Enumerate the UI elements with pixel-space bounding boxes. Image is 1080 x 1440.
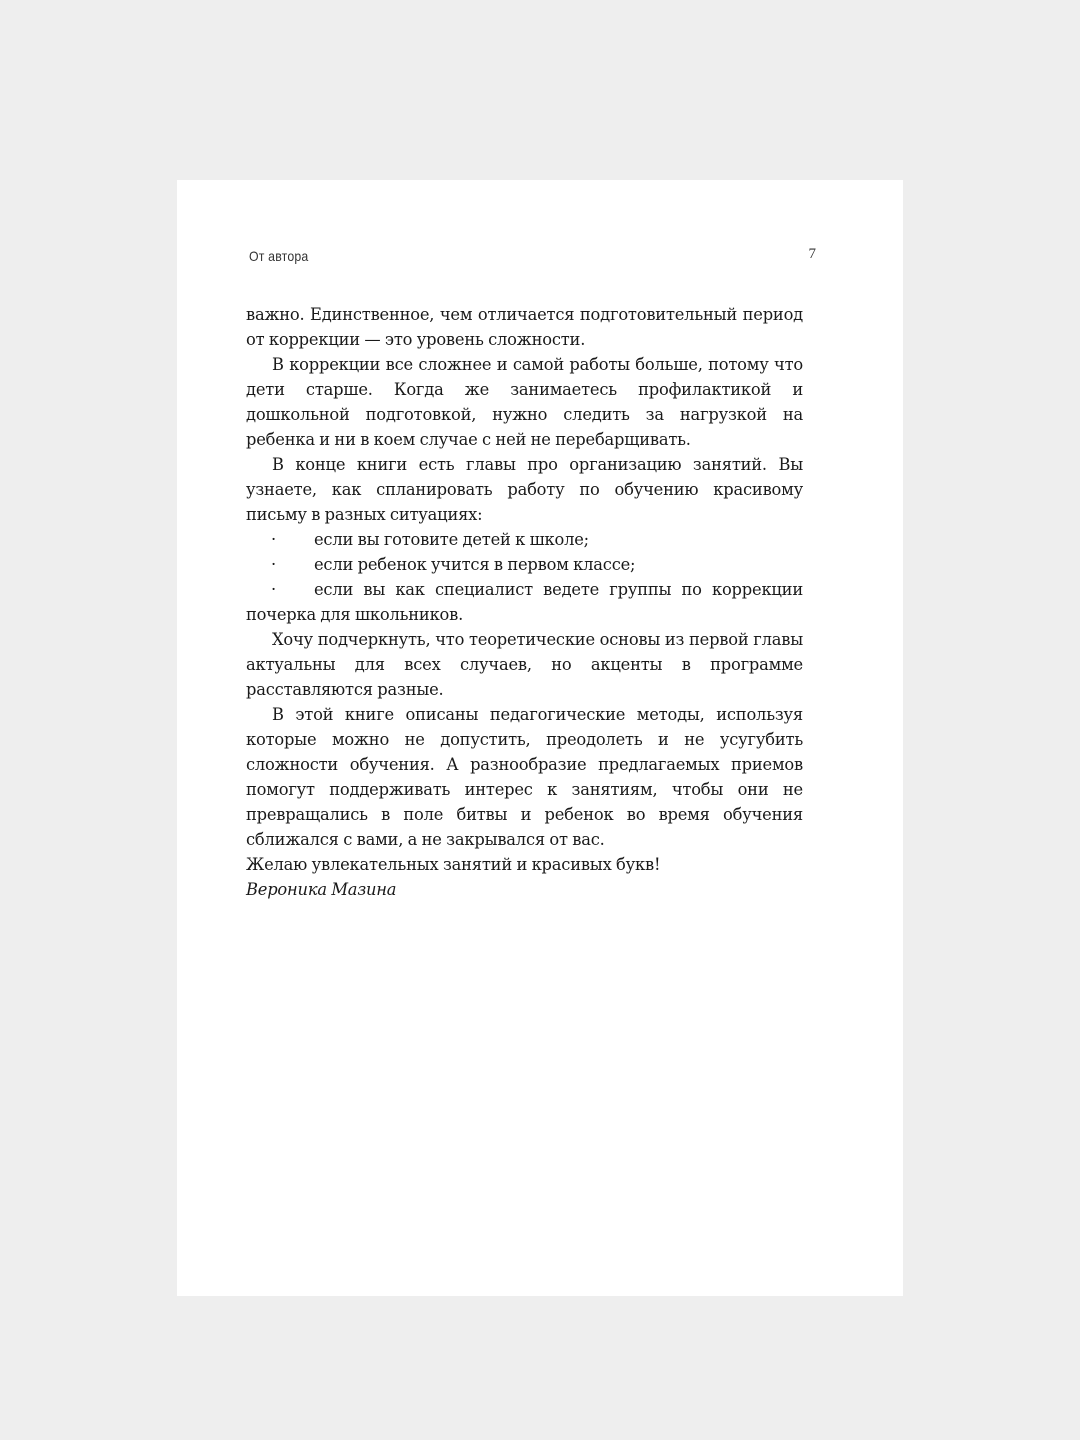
list-item-text: если ребенок учится в первом классе;: [314, 555, 636, 574]
running-title: От автора: [249, 248, 309, 264]
body-text: [246, 302, 803, 902]
paragraph: Хочу подчеркнуть, что теоретические основы из первой главы актуальны для всех случаев, но акценты в программе расставляются разные.: [246, 630, 803, 699]
paragraph: В коррекции все сложнее и самой работы больше, потому что дети старше. Когда же занимаетесь профилактикой и дошкольной подготовкой, нужно следить за нагрузкой на ребенка и ни в коем случае с ней не перебарщивать.: [246, 355, 803, 449]
list-item: [246, 577, 803, 627]
list-item-text: если вы как специалист ведете группы по коррекции почерка для школьников.: [246, 580, 803, 624]
bullet: ·: [271, 580, 276, 599]
bullet: ·: [271, 530, 276, 549]
paragraph: важно. Единственное, чем отличается подготовительный период от коррекции — это уровень сложности.: [246, 305, 803, 349]
page-number: 7: [808, 246, 816, 262]
paragraph: В конце книги есть главы про организацию занятий. Вы узнаете, как спланировать работу по обучению красивому письму в разных ситуациях:: [246, 455, 803, 524]
list-item: [246, 527, 803, 552]
bullet: ·: [271, 555, 276, 574]
closing-wish: Желаю увлекательных занятий и красивых букв!: [246, 855, 661, 874]
paragraph: В этой книге описаны педагогические методы, используя которые можно не допустить, преодолеть и не усугубить сложности обучения. А разнообразие предлагаемых приемов помогут поддерживать интерес к занятиям, чтобы они не превращались в поле битвы и ребенок во время обучения сближался с вами, а не закрывался от вас.: [246, 705, 803, 849]
list-item-text: если вы готовите детей к школе;: [314, 530, 589, 549]
book-page: [177, 180, 903, 1296]
list-item: [246, 552, 803, 577]
author-signature: Вероника Мазина: [246, 880, 397, 899]
